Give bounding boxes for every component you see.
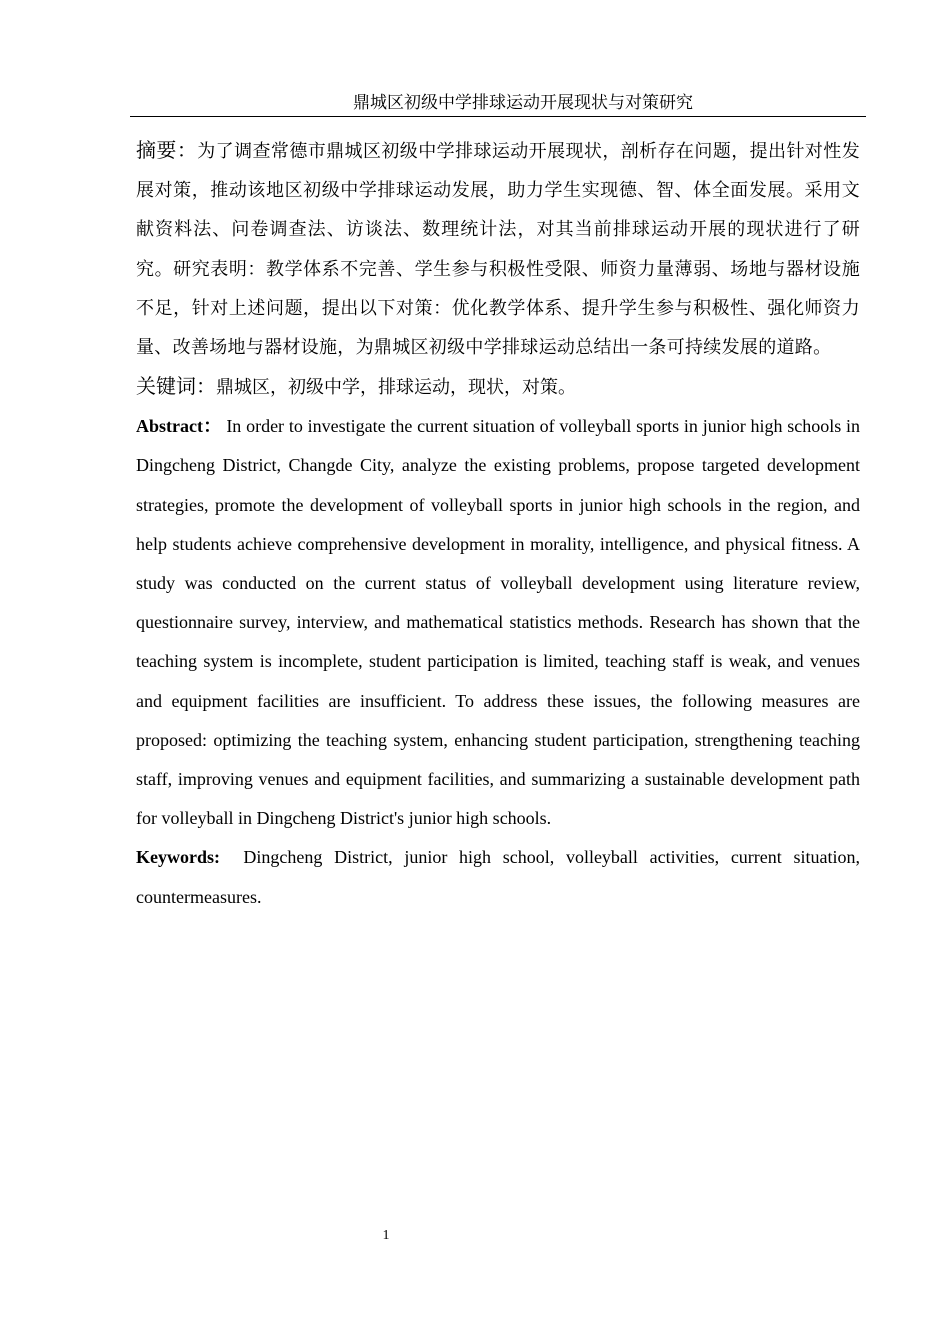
page-body bbox=[136, 131, 860, 917]
abstract-en-label: Abstract： bbox=[136, 416, 222, 437]
page-number: 1 bbox=[382, 1228, 390, 1243]
abstract-en bbox=[136, 407, 860, 838]
keywords-zh-label: 关键词： bbox=[136, 374, 216, 399]
abstract-zh-text: 为了调查常德市鼎城区初级中学排球运动开展现状，剖析存在问题，提出针对性发展对策，推动该地区初级中学排球运动发展，助力学生实现德、智、体全面发展。采用文献资料法、问卷调查法、访谈法、数理统计法，对其当前排球运动开展的现状进行了研究。研究表明：教学体系不完善、学生参与积极性受限、师资力量薄弱、场地与器材设施不足，针对上述问题，提出以下对策：优化教学体系、提升学生参与积极性、强化师资力量、改善场地与器材设施，为鼎城区初级中学排球运动总结出一条可持续发展的道路。 bbox=[136, 141, 861, 359]
running-header bbox=[130, 90, 866, 117]
abstract-zh bbox=[136, 131, 860, 367]
abstract-zh-label: 摘要： bbox=[136, 138, 198, 162]
keywords-en bbox=[136, 838, 860, 916]
abstract-en-text: In order to investigate the current situation of volleyball sports in junior high schools in Dingcheng District, Changde City, analyze the existing problems, propose targeted development strategies, promote the development of volleyball sports in junior high schools in the region, and help students achieve comprehensive development in morality, intelligence, and physical fitness. A study was conducted on the current status of volleyball development using literature review, questionnaire survey, interview, and mathematical statistics methods. Research has shown that the teaching system is incomplete, student participation is limited, teaching staff is weak, and venues and equipment facilities are insufficient. To address these issues, the following measures are proposed: optimizing the teaching system, enhancing student participation, strengthening teaching staff, improving venues and equipment facilities, and summarizing a sustainable development path for volleyball in Dingcheng District's junior high schools. bbox=[136, 416, 861, 829]
keywords-en-text: Dingcheng District, junior high school, volleyball activities, current situation, countermeasures. bbox=[136, 847, 860, 907]
header-title: 鼎城区初级中学排球运动开展现状与对策研究 bbox=[353, 93, 693, 113]
keywords-zh bbox=[136, 367, 860, 407]
keywords-en-label: Keywords: bbox=[136, 847, 220, 868]
keywords-zh-text: 鼎城区，初级中学，排球运动，现状，对策。 bbox=[216, 377, 576, 399]
